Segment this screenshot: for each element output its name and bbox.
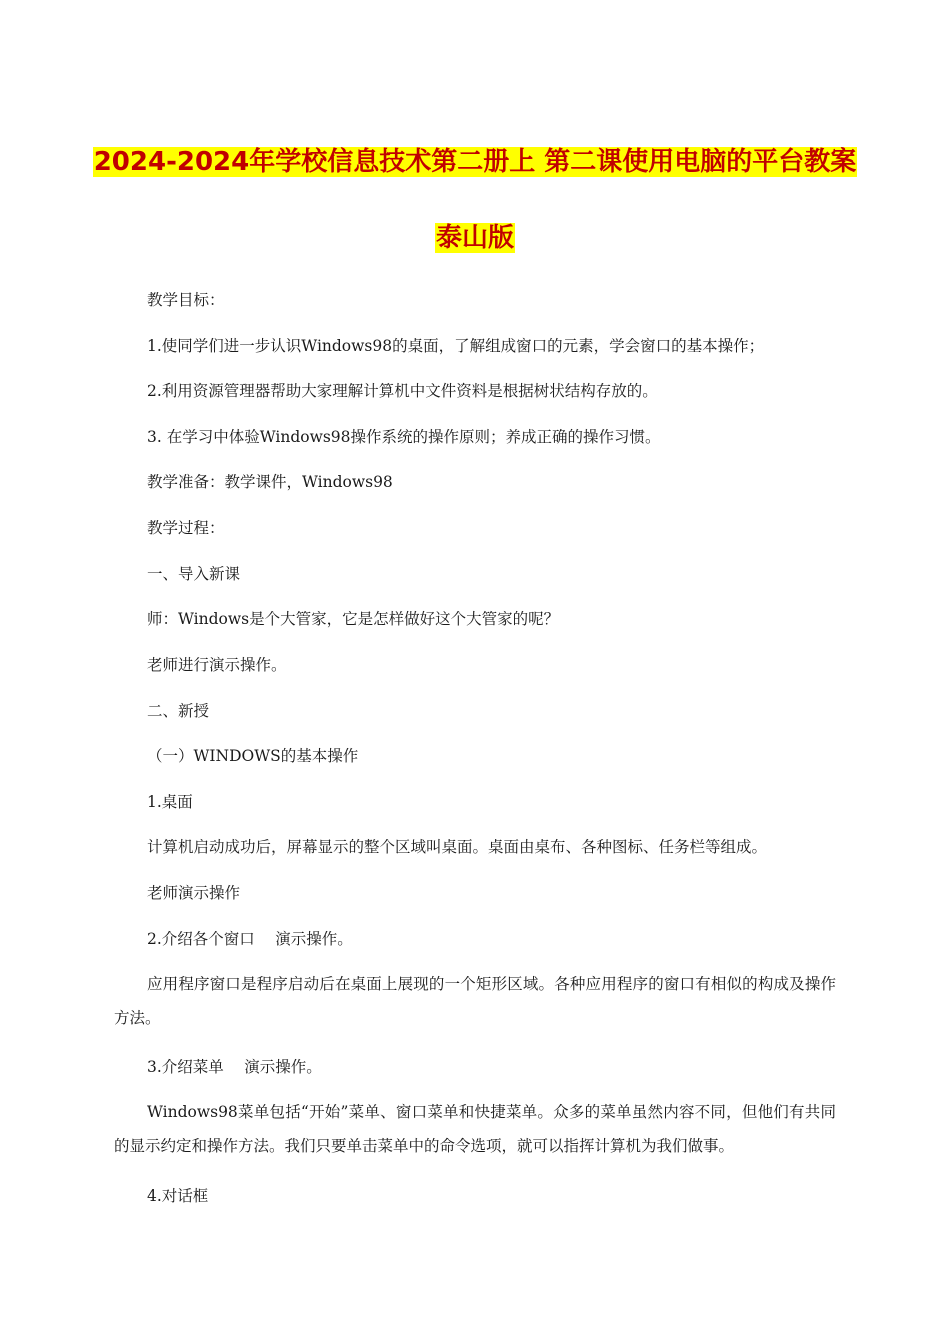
paragraph-preparation: 教学准备：教学课件，Windows98 — [147, 473, 393, 491]
section-heading-new: 二、新授 — [147, 702, 210, 720]
paragraph-menu-description: Windows98菜单包括“开始”菜单、窗口菜单和快捷菜单。众多的菜单虽然内容不同，但他们有共同的显示约定和操作方法。我们只要单击菜单中的命令选项，就可以指挥计算机为我们做事。 — [114, 1103, 836, 1155]
paragraph-goal-1: 1.使同学们进一步认识Windows98的桌面，了解组成窗口的元素，学会窗口的基本操作； — [147, 337, 765, 355]
paragraph-teacher-demo: 老师进行演示操作。 — [147, 656, 287, 674]
paragraph-teacher-question: 师：Windows是个大管家，它是怎样做好这个大管家的呢？ — [147, 610, 560, 628]
item-heading-dialog: 4.对话框 — [147, 1187, 209, 1205]
paragraph-window-description: 应用程序窗口是程序启动后在桌面上展现的一个矩形区域。各种应用程序的窗口有相似的构成及操作方法。 — [114, 975, 836, 1027]
paragraph-teacher-demo-2: 老师演示操作 — [147, 884, 241, 902]
document-title-line-2 — [0, 221, 950, 255]
paragraph-goal-3: 3. 在学习中体验Windows98操作系统的操作原则；养成正确的操作习惯。 — [147, 428, 661, 446]
paragraph-desktop-description: 计算机启动成功后，屏幕显示的整个区域叫桌面。桌面由桌布、各种图标、任务栏等组成。 — [147, 838, 768, 856]
section-heading-intro: 一、导入新课 — [147, 565, 241, 583]
item-heading-desktop: 1.桌面 — [147, 793, 193, 811]
paragraph-goal-2: 2.利用资源管理器帮助大家理解计算机中文件资料是根据树状结构存放的。 — [147, 382, 658, 400]
paragraph-teaching-goals: 教学目标： — [147, 291, 225, 309]
document-title-line-1 — [0, 145, 950, 179]
paragraph-process: 教学过程： — [147, 519, 225, 537]
item-heading-menu: 3.介绍菜单 演示操作。 — [147, 1058, 322, 1076]
title-highlight: 泰山版 — [435, 223, 514, 253]
item-heading-windows: 2.介绍各个窗口 演示操作。 — [147, 930, 353, 948]
title-highlight: 2024-2024年学校信息技术第二册上 第二课使用电脑的平台教案 — [93, 147, 857, 177]
subsection-heading-windows-basics: （一）WINDOWS的基本操作 — [147, 747, 359, 765]
